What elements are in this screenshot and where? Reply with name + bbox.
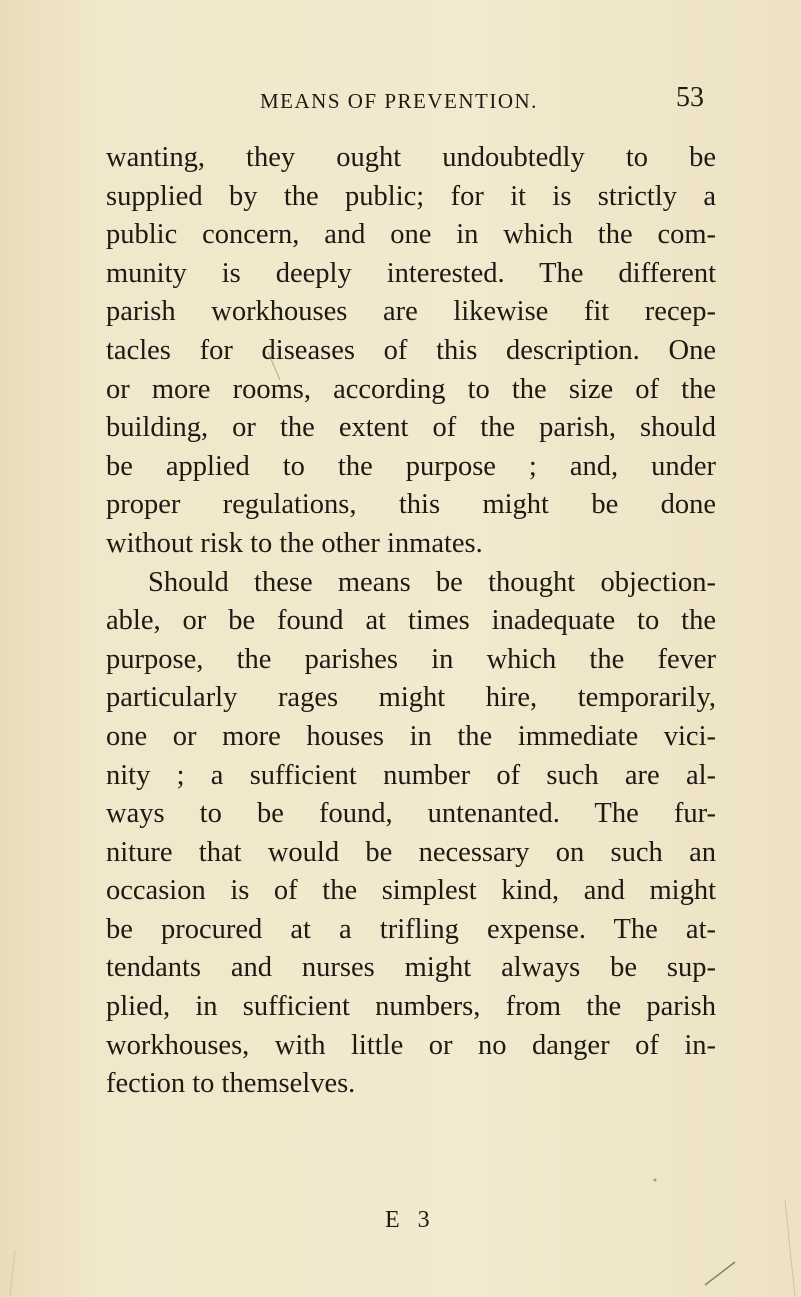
- running-title: MEANS OF PREVENTION.: [260, 89, 538, 113]
- text-line: public concern, and one in which the com-: [106, 219, 716, 251]
- text-line: be procured at a trifling expense. The at-: [106, 913, 716, 945]
- text-line: nity ; a sufficient number of such are al-: [106, 759, 716, 791]
- text-line: able, or be found at times inadequate to the: [106, 605, 716, 637]
- text-line: purpose, the parishes in which the fever: [106, 643, 716, 675]
- text-line: tendants and nurses might always be sup-: [106, 952, 716, 984]
- text-line: parish workhouses are likewise fit recep-: [106, 296, 716, 328]
- text-line: be applied to the purpose ; and, under: [106, 450, 716, 482]
- text-line: plied, in sufficient numbers, from the parish: [106, 991, 716, 1023]
- text-line: niture that would be necessary on such an: [106, 836, 716, 868]
- body-text: [106, 139, 716, 1104]
- signature-mark: E 3: [385, 1207, 436, 1233]
- running-head: [106, 82, 704, 116]
- text-line: or more rooms, according to the size of the: [106, 373, 716, 405]
- text-line: wanting, they ought undoubtedly to be: [106, 142, 716, 173]
- text-line: workhouses, with little or no danger of in-: [106, 1029, 716, 1061]
- text-line: munity is deeply interested. The different: [106, 257, 716, 289]
- text-line: particularly rages might hire, temporarily,: [106, 682, 716, 714]
- text-line: ways to be found, untenanted. The fur-: [106, 798, 716, 830]
- text-line: supplied by the public; for it is strictly a: [106, 180, 716, 212]
- text-line: occasion is of the simplest kind, and might: [106, 875, 716, 907]
- text-line: building, or the extent of the parish, should: [106, 412, 716, 444]
- page-number: 53: [676, 82, 704, 113]
- text-line: tacles for diseases of this description. One: [106, 334, 716, 366]
- text-line: one or more houses in the immediate vici-: [106, 720, 716, 752]
- text-line: without risk to the other inmates.: [106, 527, 483, 559]
- text-line: fection to themselves.: [106, 1068, 356, 1100]
- text-line: proper regulations, this might be done: [106, 489, 716, 521]
- text-line: Should these means be thought objection-: [148, 566, 716, 598]
